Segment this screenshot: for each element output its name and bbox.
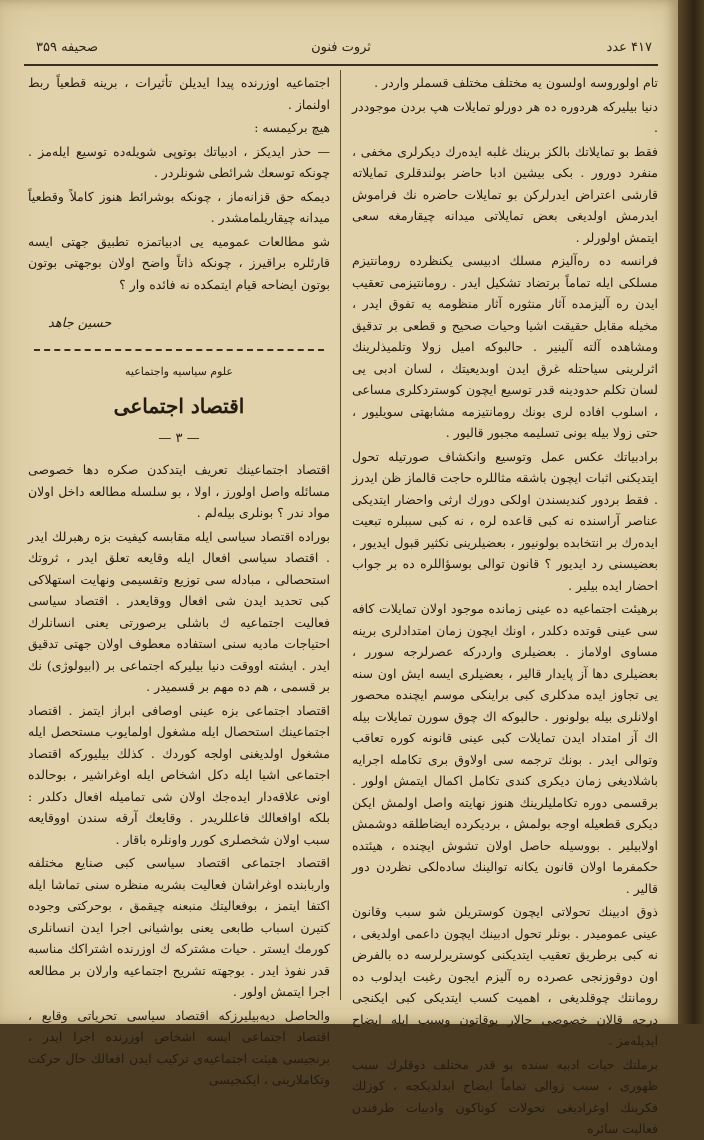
right-column (352, 72, 658, 1136)
right-paragraph: فقط بو تمایلاتك بالکز برینك غلبه ایدەرك دیکرلری مخفی ، منفرد دورور . بکی بیشین ادبا حاضر بولندقلری تمایلاته قارشی اعتراض ایدرلرکن بو تمایلات حاضره نك فراموش ایدرمش اولدیغی بعض تمایلاتی میدانه چیقارمغه سعی ایتمش اولورلر . (352, 143, 658, 245)
section-divider (34, 349, 324, 351)
right-paragraph: فرانسه ده رەآلیزم مسلك ادبیسی یکنظرده رومانتیزم مسلکی ایله تماماً برتضاد تشکیل ایدر . رومانتیزمی تعقیب ایدن ره آلیزمده آثار منثوره آثار منظومه یه تفوق ایدر ، مخیله مقابل حقیقت اشیا وحیات صحیح و قطعی بر تدقیق ومشاهده آلته آلینیر . حالبوکه امیل زولا وتلمیذلرینك اثرلرینی سیاحتله غرق ایدن اوبدیعیتك ، لسان ادبی یی لسان تکلم حدودینه قدر توسیع ایچون کوستردکلری مساعی ، اسلوب افاده لری بونك رومانتیزمه مشابهتی سویلیور ، حتی زولا بیله بونی تسلیمه مجبور قالیور . (352, 253, 658, 440)
left-column (28, 72, 330, 1087)
left-body-paragraph: اقتصاد اجتماعی اقتصاد سیاسی کبی صنایع مختلفه واربابنده اوغراشان فعالیت بشریه منظره سنی تماشا ایله اکتفا ایتمز ، بوفعالیتك منبعنه چیقمق ، بوحرکتی وجوده کتیرن اسباب طابعی یعنی بواشیانی اجرا ایدن انسانلری کورمك ایستر . حیات مشترکه ك اوزرنده اشتراکك مناسبه قدر نفوذ ایدر . بوجهته تشریح اجتماعیه وارلان بر مطالعه اجرا ایتمش اولور . (28, 855, 330, 999)
author-signature: حسین جاهد (48, 316, 112, 331)
right-paragraph: برملتك حیات ادبیه سنده بو قدر مختلف ذوقلرك سبب ظهوری ، سبب زوالی تماماً ایضاح ایدلدیکچه ، کوزلك فکرینك اوغرادیغی تحولات کوناکون وادبیات طرفندن فعالیت سائره (352, 1056, 658, 1136)
article-title: اقتصاد اجتماعی (113, 394, 245, 418)
left-body-paragraph: اقتصاد اجتماعی بزه عینی اوصافی ابراز ایتمز . اقتصاد اجتماعینك استحصال ایله مشغول اولمایوب مستحصل ایله مشغول اولدیغنی اولجه کوردك . کذلك بیلیورکه اقتصاد اجتماعی اشیا ایله دکل اشخاص ایله اوغراشیر ، بوحالده اونی علاقه‌دار ایدەجك اولان شی تمامیله افعال دکلدر : بلکه اوافعالك فاعللریدر . وقایعك آرقه سندن اووقایعه سبب اولان شخصلری کورر واونلره باقار . (28, 702, 330, 847)
column-divider (340, 70, 341, 1000)
book-spine (678, 0, 704, 1024)
left-intro-paragraph: هیچ برکیمسه : (254, 120, 330, 135)
left-body-paragraph: بوراده اقتصاد سیاسی ایله مقابسه کیفیت بزه رهبرلك ایدر . اقتصاد سیاسی افعال ایله وقایعه تعلق ایدر ، ثروتك استحصالی ، مبادله سی توزیع وتقسیمی ونهایت استهلاکی کبی تحدید ایدن شی افعال ووقایعدر . اقتصاد سیاسی فعالیت اجتماعیه ك باشلی برصورتی یعنی انسانلرك احتیاجات مادیه سنی استفاده معطوف اولان جهتی تدقیق ایدر . ایشته اووقت دنیا بیلیرکه اجتماعی بر (ابیولوژی) نك بر قسمی ، هم ده مهم بر قسمیدر . (28, 528, 330, 694)
header-rule (24, 64, 658, 66)
left-intro-paragraph: شو مطالعات عمومیه یی ادبیاتمزه تطبیق جهتی ایسه قارئلره براقیرز ، چونکه ذاتاً واضح اولان بوجهتی بوتون بوتون ایضاحه قیام ایتمکده نه فائده وار ؟ (28, 233, 330, 292)
page-number: صحیفه ۳۵۹ (36, 40, 98, 55)
page-header (24, 34, 658, 62)
part-number: — ٣ — (158, 430, 200, 446)
left-body-paragraph: اقتصاد اجتماعینك تعریف ایتدکدن صکره دها خصوصی مسائله واصل اولورز ، اولا ، بو سلسله مطالعه داخل اولان مواد ندر ؟ بونلری بیلەلم . (28, 462, 330, 520)
left-intro-paragraph: اجتماعیه اوزرنده پیدا ایدیلن تأثیرات ، برینه قطعیاً ربط اولنماز . (28, 75, 330, 112)
right-paragraph: دنیا بیلیرکه هردوره ده هر دورلو تمایلات هپ بردن موجوددر . (352, 98, 658, 135)
left-intro-paragraph: — حذر ایدیکز ، ادبیاتك بوتوپی شویله‌ده توسیع ایلەمز . چونکه توسعك شرائطی شونلردر . (28, 143, 330, 180)
section-tag: علوم سیاسیه واجتماعیه (125, 364, 233, 378)
issue-number: ۴۱۷ عدد (606, 40, 652, 55)
right-paragraph: ذوق ادبینك تحولاتی ایچون کوستریلن شو سبب وقانون عینی عمومیدر . بونلر تحول ادبینك ایچون داعمی اولدیغی ، نه کبی برطریق تعقیب ایتدیکنی کوستریرلرسه ده بالفرض اون دوقوزنجی عصرده ره آلیزم ایجون رغبت ایدلوب ده رومانتك چوقلدیغی ، اهمیت کسب ایتدیکی کبی ایکنجی درجه قالان خصوصی حالار یوقاتون وسبب ایله ایضاح ایدیلەمز . (352, 904, 658, 1048)
right-paragraph: تام اولوروسه اولسون یه مختلف مختلف قسملر واردر . (374, 75, 658, 90)
right-paragraph: برادبیاتك عکس عمل وتوسیع وانکشاف صورتیله تحول ایتدیکنی اثبات ایچون باشقه مثاللره حاجت قالماز ظن ایدرز . فقط بردور کندیسندن اولکی دورك ارثی واحضار ایتدیکی عناصر آراسنده نه کبی قاعده لره ، نه کبی سببلره تبعیت ایدەرك بر انتخابده بولونیور ، بعضیلرینی نکثیر قبول ایدیور ، بعضیسنی رد ایدیور ؟ قانون توالی بوسؤاللره ده بر جواب احضار ایده بیلیر . (352, 448, 658, 593)
left-intro-paragraph: دیمکه حق قزانەماز ، چونکه بوشرائط هنوز کاملاً وقطعیاً میدانه چیقاریلمامشدر . (28, 188, 330, 225)
left-body-paragraph: والحاصل دیەبیلیرزکه اقتصاد سیاسی تحریاتی وقایع ، اقتصاد اجتماعی ایسه اشخاص اوزرنده اجرا ایدر ، برنجیسی هیئت اجتماعیه‌ی ترکیب ایدن افعالك حال حرکت وتکاملارینی ، ایکنجیسی (28, 1007, 330, 1087)
right-paragraph: برهیئت اجتماعیه ده عینی زمانده موجود اولان تمایلات کافه سی عینی قوتده دکلدر ، اونك ایچون زمان امتدادلری برینه مساوی اولاماز . بعضیلری واردرکه عصرلرجه سورر ، بعضیلری دها آز پایدار قالیر ، بعضیلری ایسه ایش اون سنه یی تجاوز ایده مدکلری کبی براینکی موسم ایچنده محصور اولانلری بیله بولونور . حالبوکه اك چوق سورن تمایلات بیله اك آز امتداد ایدن تمایلات کبی عینی قانونه کوره تعاقب وتوالی ایدر . بونك ترجمه سی اولاوق بری تکامله اجرایه باشلادیغی زمان دیکری کندی تکامل اکمال ایتمش اولور . برقسمی دوره تکاملیلرینك هنوز نهایته واصل اولمش ایکن دیکری قطعیله اوجه بولمش ، بردیکرده ایضاطلقه دوشمش اولابیلیر . بووسیله حاصل اولان تشوش ایچنده ، هیئتده حکمفرما اولان قانون یکانه توالینك سادەلکی نظردن دور قالیر . (352, 601, 658, 896)
journal-title: ثروت فنون (311, 40, 371, 55)
